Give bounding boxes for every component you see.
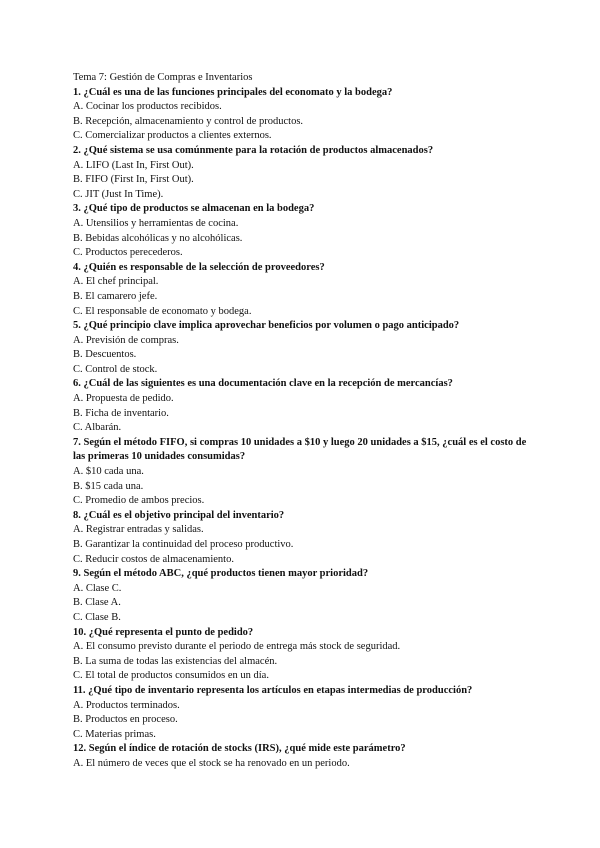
answer-option: C. Clase B. — [73, 611, 121, 623]
answer-option: C. JIT (Just In Time). — [73, 188, 164, 200]
question-block — [73, 261, 533, 319]
document-title: Tema 7: Gestión de Compras e Inventarios — [73, 72, 253, 83]
answer-option: B. El camarero jefe. — [73, 290, 158, 302]
answer-option: B. FIFO (First In, First Out). — [73, 174, 194, 186]
question-text: 9. Según el método ABC, ¿qué productos tienen mayor prioridad? — [73, 568, 369, 580]
question-block — [73, 144, 533, 202]
answer-option: A. Productos terminados. — [73, 699, 180, 711]
answer-option: A. Propuesta de pedido. — [73, 393, 174, 405]
answer-option: A. El consumo previsto durante el periodo de entrega más stock de seguridad. — [73, 641, 401, 653]
question-block — [73, 377, 533, 435]
answer-option: C. Productos perecederos. — [73, 247, 183, 259]
answer-option: B. La suma de todas las existencias del almacén. — [73, 655, 278, 667]
answer-option: C. El total de productos consumidos en un día. — [73, 670, 269, 682]
document-page — [73, 71, 533, 772]
answer-option: B. $15 cada una. — [73, 480, 144, 492]
answer-option: B. Descuentos. — [73, 349, 137, 361]
answer-option: C. Materias primas. — [73, 728, 156, 740]
question-text: 5. ¿Qué principio clave implica aprovechar beneficios por volumen o pago anticipado? — [73, 320, 460, 332]
answer-option: C. Comercializar productos a clientes externos. — [73, 130, 272, 142]
answer-option: A. El número de veces que el stock se ha renovado en un periodo. — [73, 757, 350, 769]
question-block — [73, 319, 533, 377]
question-text: 12. Según el índice de rotación de stocks (IRS), ¿qué mide este parámetro? — [73, 743, 406, 755]
answer-option: A. LIFO (Last In, First Out). — [73, 159, 194, 171]
answer-option: C. El responsable de economato y bodega. — [73, 305, 252, 317]
answer-option: C. Control de stock. — [73, 363, 158, 375]
question-text: 2. ¿Qué sistema se usa comúnmente para la rotación de productos almacenados? — [73, 144, 434, 156]
question-text: 6. ¿Cuál de las siguientes es una documentación clave en la recepción de mercancías? — [73, 378, 453, 390]
answer-option: A. Clase C. — [73, 582, 122, 594]
answer-option: B. Recepción, almacenamiento y control de productos. — [73, 115, 304, 127]
answer-option: A. Cocinar los productos recibidos. — [73, 101, 222, 113]
question-block — [73, 509, 533, 567]
answer-option: A. $10 cada una. — [73, 466, 144, 478]
question-text: 7. Según el método FIFO, si compras 10 unidades a $10 y luego 20 unidades a $15, ¿cuál es el costo de las primeras 10 unidades consumidas? — [73, 436, 527, 463]
question-text: 3. ¿Qué tipo de productos se almacenan en la bodega? — [73, 203, 315, 215]
answer-option: C. Reducir costos de almacenamiento. — [73, 553, 234, 565]
question-block — [73, 436, 533, 509]
question-text: 4. ¿Quién es responsable de la selección de proveedores? — [73, 261, 325, 273]
question-block — [73, 86, 533, 144]
question-text: 8. ¿Cuál es el objetivo principal del inventario? — [73, 509, 285, 521]
question-block — [73, 742, 533, 771]
answer-option: C. Promedio de ambos precios. — [73, 495, 205, 507]
question-block — [73, 202, 533, 260]
answer-option: B. Bebidas alcohólicas y no alcohólicas. — [73, 232, 243, 244]
question-text: 11. ¿Qué tipo de inventario representa los artículos en etapas intermedias de producción? — [73, 684, 473, 696]
question-text: 1. ¿Cuál es una de las funciones principales del economato y la bodega? — [73, 86, 393, 98]
question-block — [73, 684, 533, 742]
question-block — [73, 626, 533, 684]
answer-option: A. El chef principal. — [73, 276, 159, 288]
answer-option: A. Previsión de compras. — [73, 334, 179, 346]
answer-option: B. Garantizar la continuidad del proceso productivo. — [73, 539, 294, 550]
answer-option: B. Clase A. — [73, 597, 121, 609]
question-block — [73, 567, 533, 625]
answer-option: A. Registrar entradas y salidas. — [73, 524, 204, 536]
answer-option: B. Productos en proceso. — [73, 714, 178, 726]
question-text: 10. ¿Qué representa el punto de pedido? — [73, 626, 254, 638]
answer-option: C. Albarán. — [73, 422, 122, 434]
answer-option: A. Utensilios y herramientas de cocina. — [73, 217, 239, 229]
answer-option: B. Ficha de inventario. — [73, 407, 169, 419]
